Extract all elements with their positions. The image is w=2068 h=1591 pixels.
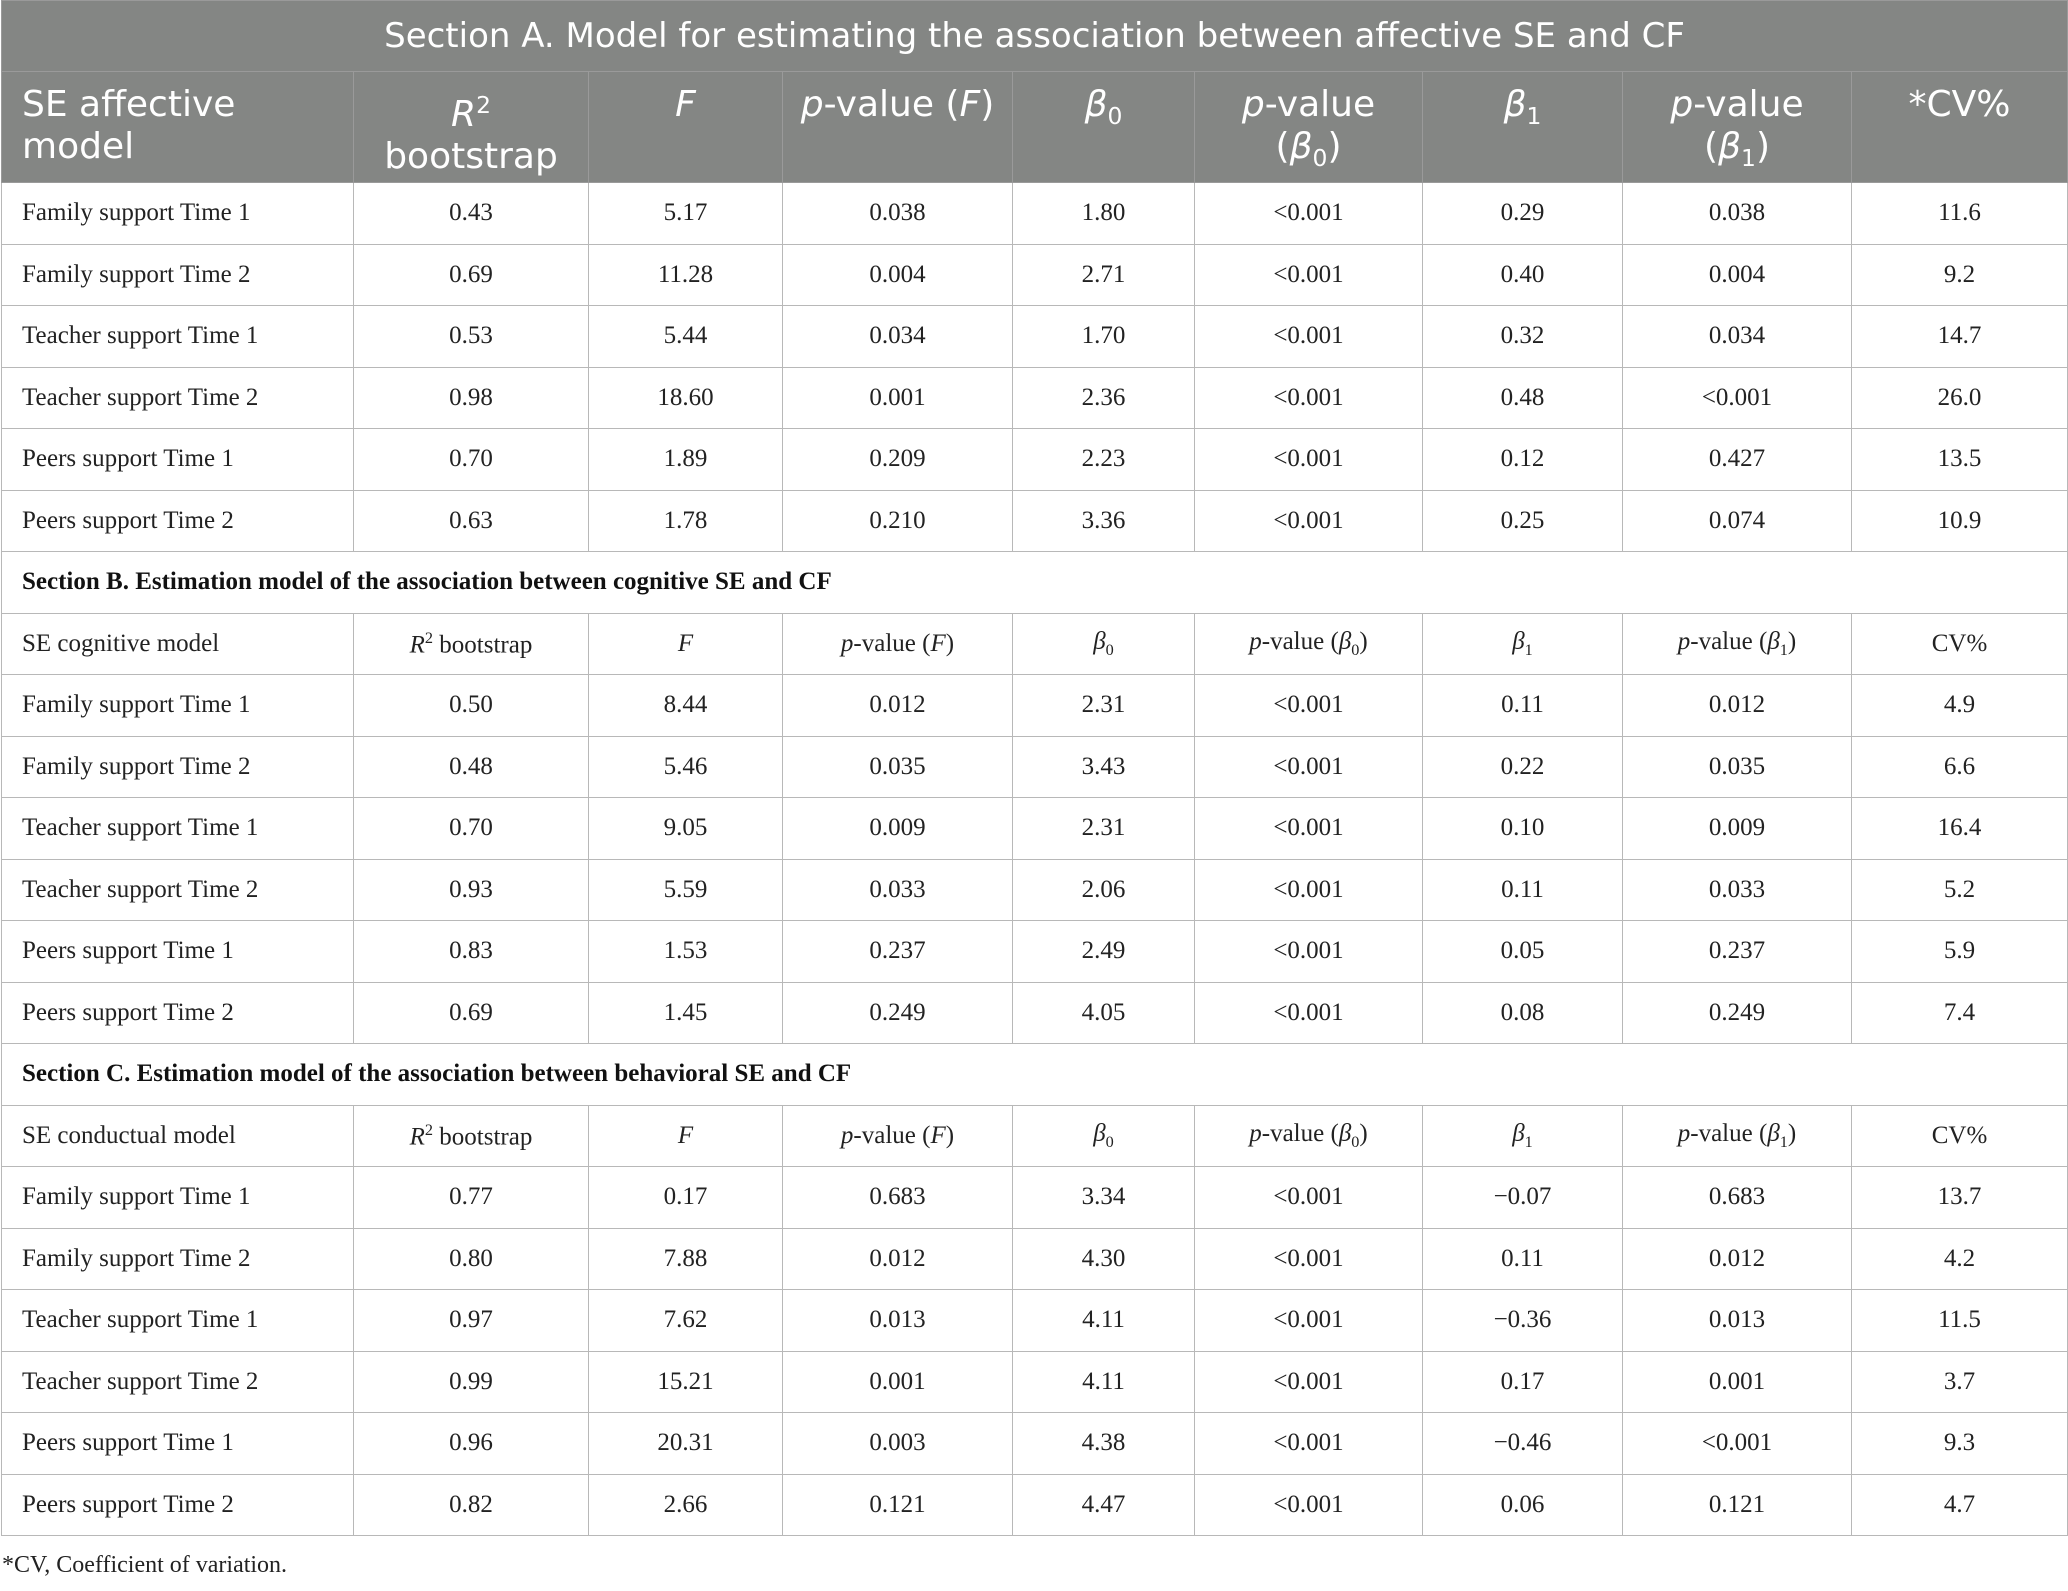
header-p-beta1: p-value $(\beta_1)$ xyxy=(1623,1105,1852,1167)
table-cell: 0.11 xyxy=(1423,675,1623,737)
table-cell: 0.10 xyxy=(1423,798,1623,860)
table-cell: 0.001 xyxy=(1623,1351,1852,1413)
table-cell: 0.48 xyxy=(354,736,589,798)
table-cell: 0.63 xyxy=(354,490,589,552)
table-cell: 0.003 xyxy=(783,1413,1013,1475)
table-cell: 26.0 xyxy=(1852,367,2068,429)
table-cell: 0.22 xyxy=(1423,736,1623,798)
table-cell: 0.69 xyxy=(354,982,589,1044)
table-cell: <0.001 xyxy=(1195,490,1423,552)
table-cell: <0.001 xyxy=(1195,1413,1423,1475)
table-cell: 0.033 xyxy=(1623,859,1852,921)
table-cell: 0.012 xyxy=(1623,1228,1852,1290)
section-b-title-row xyxy=(2,552,2068,614)
table-cell: 8.44 xyxy=(589,675,783,737)
section-c-title-row xyxy=(2,1044,2068,1106)
section-b-body xyxy=(2,675,2068,1044)
table-cell: −0.46 xyxy=(1423,1413,1623,1475)
section-c-header-row xyxy=(2,1105,2068,1167)
table-cell: 0.121 xyxy=(1623,1474,1852,1536)
table-cell: 5.17 xyxy=(589,183,783,245)
table-cell: 3.7 xyxy=(1852,1351,2068,1413)
row-label: Teacher support Time 1 xyxy=(2,1290,354,1352)
header-model: SE affective model xyxy=(2,72,354,183)
table-row xyxy=(2,490,2068,552)
table-cell: 4.47 xyxy=(1013,1474,1195,1536)
section-a-title-row xyxy=(2,1,2068,72)
table-cell: 15.21 xyxy=(589,1351,783,1413)
header-model: SE conductual model xyxy=(2,1105,354,1167)
header-r2: $R^2$ bootstrap xyxy=(354,72,589,183)
table-cell: 2.31 xyxy=(1013,675,1195,737)
table-cell: 10.9 xyxy=(1852,490,2068,552)
table-cell: 2.71 xyxy=(1013,244,1195,306)
table-cell: <0.001 xyxy=(1195,982,1423,1044)
table-row xyxy=(2,367,2068,429)
row-label: Family support Time 1 xyxy=(2,1167,354,1229)
table-cell: 0.96 xyxy=(354,1413,589,1475)
table-cell: 7.4 xyxy=(1852,982,2068,1044)
table-cell: 0.038 xyxy=(783,183,1013,245)
table-cell: 0.209 xyxy=(783,429,1013,491)
table-cell: 4.30 xyxy=(1013,1228,1195,1290)
table-cell: 0.034 xyxy=(783,306,1013,368)
table-cell: 0.80 xyxy=(354,1228,589,1290)
table-cell: 4.9 xyxy=(1852,675,2068,737)
row-label: Peers support Time 1 xyxy=(2,1413,354,1475)
table-cell: 0.50 xyxy=(354,675,589,737)
row-label: Family support Time 2 xyxy=(2,736,354,798)
table-row xyxy=(2,675,2068,737)
table-cell: 0.034 xyxy=(1623,306,1852,368)
table-cell: <0.001 xyxy=(1195,1167,1423,1229)
table-row xyxy=(2,1167,2068,1229)
section-a-title: Section A. Model for estimating the association between affective SE and CF xyxy=(2,1,2068,72)
table-cell: 0.93 xyxy=(354,859,589,921)
section-b-title: Section B. Estimation model of the association between cognitive SE and CF xyxy=(2,552,2068,614)
table-row xyxy=(2,306,2068,368)
header-beta0: $\beta_0$ xyxy=(1013,72,1195,183)
table-cell: 18.60 xyxy=(589,367,783,429)
table-cell: 2.06 xyxy=(1013,859,1195,921)
table-cell: 0.70 xyxy=(354,429,589,491)
header-beta0: $\beta_0$ xyxy=(1013,613,1195,675)
table-cell: 1.89 xyxy=(589,429,783,491)
table-cell: 5.46 xyxy=(589,736,783,798)
table-cell: 9.3 xyxy=(1852,1413,2068,1475)
row-label: Family support Time 1 xyxy=(2,675,354,737)
table-cell: <0.001 xyxy=(1195,1474,1423,1536)
table-cell: 0.43 xyxy=(354,183,589,245)
header-p-beta0: p-value $(\beta_0)$ xyxy=(1195,72,1423,183)
section-c-body xyxy=(2,1167,2068,1536)
table-cell: 0.82 xyxy=(354,1474,589,1536)
table-cell: 0.48 xyxy=(1423,367,1623,429)
row-label: Family support Time 2 xyxy=(2,1228,354,1290)
header-cv: *CV% xyxy=(1852,72,2068,183)
header-f: F xyxy=(589,613,783,675)
table-cell: 13.5 xyxy=(1852,429,2068,491)
table-cell: 0.121 xyxy=(783,1474,1013,1536)
table-cell: 4.11 xyxy=(1013,1290,1195,1352)
table-cell: 2.66 xyxy=(589,1474,783,1536)
header-model: SE cognitive model xyxy=(2,613,354,675)
header-p-beta0: p-value $(\beta_0)$ xyxy=(1195,1105,1423,1167)
table-cell: 0.035 xyxy=(1623,736,1852,798)
row-label: Teacher support Time 1 xyxy=(2,306,354,368)
row-label: Family support Time 1 xyxy=(2,183,354,245)
table-cell: 0.69 xyxy=(354,244,589,306)
header-f: F xyxy=(589,72,783,183)
table-cell: 16.4 xyxy=(1852,798,2068,860)
table-cell: 1.78 xyxy=(589,490,783,552)
table-cell: 0.97 xyxy=(354,1290,589,1352)
table-cell: 5.44 xyxy=(589,306,783,368)
header-p-f: p-value (F) xyxy=(783,1105,1013,1167)
table-cell: −0.36 xyxy=(1423,1290,1623,1352)
table-row xyxy=(2,982,2068,1044)
table-cell: 0.427 xyxy=(1623,429,1852,491)
table-cell: 5.2 xyxy=(1852,859,2068,921)
table-cell: 4.2 xyxy=(1852,1228,2068,1290)
table-cell: 0.004 xyxy=(1623,244,1852,306)
table-row xyxy=(2,429,2068,491)
section-c-title: Section C. Estimation model of the association between behavioral SE and CF xyxy=(2,1044,2068,1106)
table-cell: 20.31 xyxy=(589,1413,783,1475)
table-cell: 0.32 xyxy=(1423,306,1623,368)
table-cell: 7.62 xyxy=(589,1290,783,1352)
row-label: Peers support Time 2 xyxy=(2,490,354,552)
row-label: Peers support Time 1 xyxy=(2,921,354,983)
header-cv: CV% xyxy=(1852,1105,2068,1167)
table-cell: 0.009 xyxy=(1623,798,1852,860)
table-row xyxy=(2,1413,2068,1475)
table-cell: <0.001 xyxy=(1195,306,1423,368)
table-cell: 0.249 xyxy=(783,982,1013,1044)
row-label: Peers support Time 2 xyxy=(2,982,354,1044)
table-cell: 7.88 xyxy=(589,1228,783,1290)
table-cell: 0.683 xyxy=(1623,1167,1852,1229)
table-cell: 0.17 xyxy=(1423,1351,1623,1413)
table-cell: 6.6 xyxy=(1852,736,2068,798)
table-cell: 0.013 xyxy=(783,1290,1013,1352)
table-cell: 1.80 xyxy=(1013,183,1195,245)
header-p-f: p-value (F) xyxy=(783,72,1013,183)
table-cell: 1.53 xyxy=(589,921,783,983)
table-cell: 2.49 xyxy=(1013,921,1195,983)
table-cell: 0.83 xyxy=(354,921,589,983)
table-cell: 0.210 xyxy=(783,490,1013,552)
table-row xyxy=(2,183,2068,245)
table-cell: 0.012 xyxy=(1623,675,1852,737)
table-cell: <0.001 xyxy=(1195,921,1423,983)
table-cell: 13.7 xyxy=(1852,1167,2068,1229)
table-cell: 3.34 xyxy=(1013,1167,1195,1229)
table-cell: 9.05 xyxy=(589,798,783,860)
table-cell: 9.2 xyxy=(1852,244,2068,306)
table-cell: 0.237 xyxy=(1623,921,1852,983)
header-p-beta0: p-value $(\beta_0)$ xyxy=(1195,613,1423,675)
table-cell: −0.07 xyxy=(1423,1167,1623,1229)
row-label: Teacher support Time 1 xyxy=(2,798,354,860)
table-cell: <0.001 xyxy=(1195,675,1423,737)
table-cell: <0.001 xyxy=(1195,736,1423,798)
table-row xyxy=(2,1351,2068,1413)
header-p-beta1: p-value $(\beta_1)$ xyxy=(1623,613,1852,675)
table-cell: 0.249 xyxy=(1623,982,1852,1044)
table-cell: 0.013 xyxy=(1623,1290,1852,1352)
table-footnote: *CV, Coefficient of variation. xyxy=(2,1552,288,1578)
table-cell: 0.77 xyxy=(354,1167,589,1229)
table-cell: <0.001 xyxy=(1195,859,1423,921)
table-cell: 0.08 xyxy=(1423,982,1623,1044)
table-cell: 0.033 xyxy=(783,859,1013,921)
table-cell: 0.683 xyxy=(783,1167,1013,1229)
table-cell: 0.001 xyxy=(783,367,1013,429)
table-cell: 0.40 xyxy=(1423,244,1623,306)
table-cell: 2.31 xyxy=(1013,798,1195,860)
table-row xyxy=(2,859,2068,921)
table-cell: 0.25 xyxy=(1423,490,1623,552)
table-cell: 1.45 xyxy=(589,982,783,1044)
table-cell: 0.004 xyxy=(783,244,1013,306)
table-cell: <0.001 xyxy=(1195,367,1423,429)
table-cell: 11.28 xyxy=(589,244,783,306)
header-beta1: $\beta_1$ xyxy=(1423,613,1623,675)
header-beta1: $\beta_1$ xyxy=(1423,1105,1623,1167)
table-cell: <0.001 xyxy=(1195,244,1423,306)
table-cell: 0.038 xyxy=(1623,183,1852,245)
section-a-body xyxy=(2,183,2068,552)
table-cell: 2.36 xyxy=(1013,367,1195,429)
row-label: Family support Time 2 xyxy=(2,244,354,306)
table-cell: 0.06 xyxy=(1423,1474,1623,1536)
table-row xyxy=(2,1228,2068,1290)
table-row xyxy=(2,244,2068,306)
table-cell: 0.001 xyxy=(783,1351,1013,1413)
table-cell: 4.38 xyxy=(1013,1413,1195,1475)
table-cell: <0.001 xyxy=(1195,1351,1423,1413)
table-cell: <0.001 xyxy=(1195,183,1423,245)
header-p-f: p-value (F) xyxy=(783,613,1013,675)
table-cell: <0.001 xyxy=(1195,1228,1423,1290)
header-f: F xyxy=(589,1105,783,1167)
table-row xyxy=(2,798,2068,860)
table-row xyxy=(2,921,2068,983)
table-cell: 4.11 xyxy=(1013,1351,1195,1413)
table-cell: 3.36 xyxy=(1013,490,1195,552)
table-cell: 14.7 xyxy=(1852,306,2068,368)
regression-table xyxy=(1,0,2068,1536)
table-cell: 5.9 xyxy=(1852,921,2068,983)
table-cell: 0.05 xyxy=(1423,921,1623,983)
header-r2: $R^2$ bootstrap xyxy=(354,1105,589,1167)
table-row xyxy=(2,736,2068,798)
row-label: Peers support Time 2 xyxy=(2,1474,354,1536)
table-cell: 3.43 xyxy=(1013,736,1195,798)
table-cell: <0.001 xyxy=(1195,429,1423,491)
table-cell: <0.001 xyxy=(1623,1413,1852,1475)
header-beta0: $\beta_0$ xyxy=(1013,1105,1195,1167)
header-p-beta1: p-value $(\beta_1)$ xyxy=(1623,72,1852,183)
row-label: Teacher support Time 2 xyxy=(2,367,354,429)
table-cell: 4.7 xyxy=(1852,1474,2068,1536)
table-cell: <0.001 xyxy=(1195,798,1423,860)
section-a-header-row xyxy=(2,72,2068,183)
table-cell: 0.29 xyxy=(1423,183,1623,245)
header-cv: CV% xyxy=(1852,613,2068,675)
table-cell: 0.11 xyxy=(1423,1228,1623,1290)
table-cell: 0.074 xyxy=(1623,490,1852,552)
table-cell: 2.23 xyxy=(1013,429,1195,491)
table-cell: 4.05 xyxy=(1013,982,1195,1044)
row-label: Peers support Time 1 xyxy=(2,429,354,491)
header-r2: $R^2$ bootstrap xyxy=(354,613,589,675)
table-cell: 0.237 xyxy=(783,921,1013,983)
table-cell: 0.11 xyxy=(1423,859,1623,921)
header-beta1: $\beta_1$ xyxy=(1423,72,1623,183)
table-cell: 11.5 xyxy=(1852,1290,2068,1352)
section-b-header-row xyxy=(2,613,2068,675)
table-cell: 0.12 xyxy=(1423,429,1623,491)
table-row xyxy=(2,1474,2068,1536)
table-cell: 0.98 xyxy=(354,367,589,429)
row-label: Teacher support Time 2 xyxy=(2,1351,354,1413)
table-cell: 1.70 xyxy=(1013,306,1195,368)
row-label: Teacher support Time 2 xyxy=(2,859,354,921)
table-cell: 0.012 xyxy=(783,1228,1013,1290)
table-cell: 11.6 xyxy=(1852,183,2068,245)
table-cell: 0.70 xyxy=(354,798,589,860)
table-cell: 0.17 xyxy=(589,1167,783,1229)
table-cell: 0.035 xyxy=(783,736,1013,798)
table-cell: <0.001 xyxy=(1623,367,1852,429)
table-cell: 0.53 xyxy=(354,306,589,368)
table-cell: 0.99 xyxy=(354,1351,589,1413)
table-cell: 5.59 xyxy=(589,859,783,921)
table-row xyxy=(2,1290,2068,1352)
table-cell: 0.012 xyxy=(783,675,1013,737)
table-cell: 0.009 xyxy=(783,798,1013,860)
table-cell: <0.001 xyxy=(1195,1290,1423,1352)
